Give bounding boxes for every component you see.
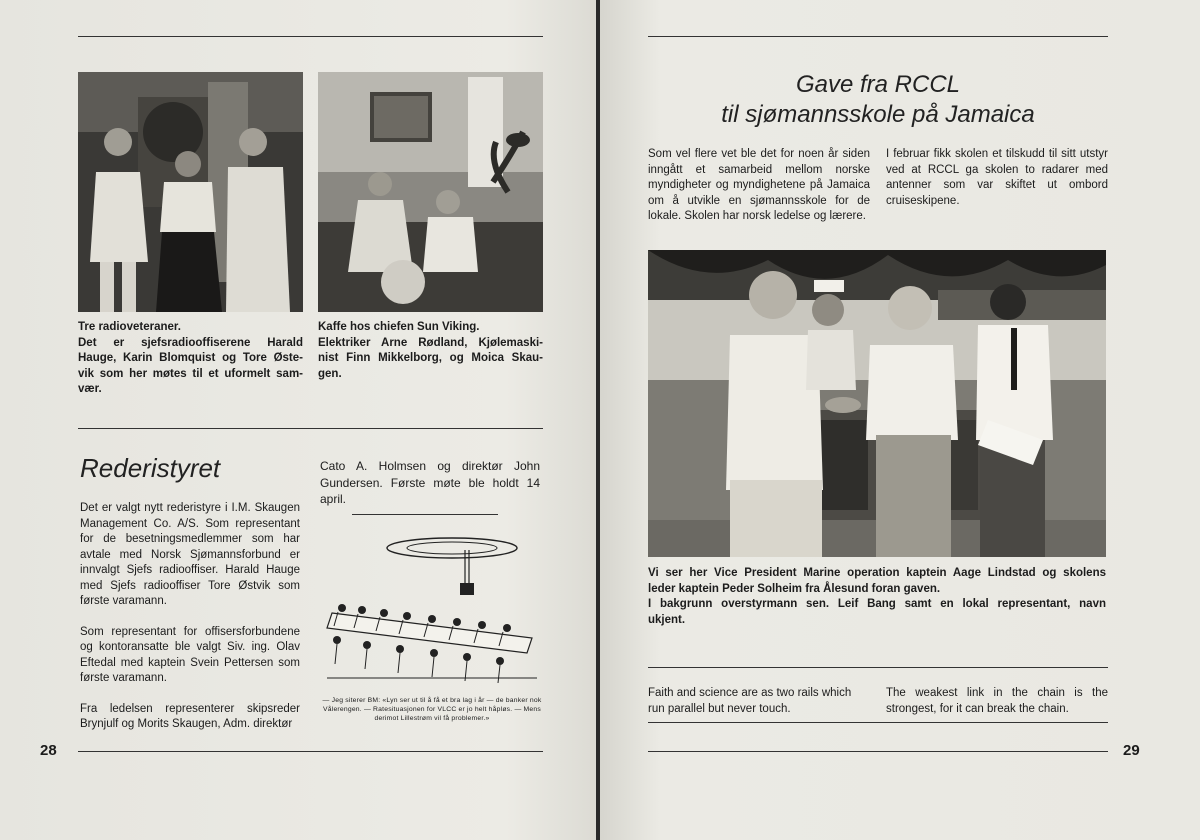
photo-coffee-sun-viking	[318, 72, 543, 312]
page-number: 29	[1123, 742, 1140, 759]
article-title-rederistyret: Rederistyret	[80, 453, 221, 483]
caption-line: vik som her møtes til et uformelt sam-	[78, 367, 303, 380]
quote-bottom-rule	[648, 722, 1108, 723]
section-rule	[78, 428, 543, 429]
article-column-1	[80, 501, 300, 748]
page-number: 28	[40, 742, 57, 759]
caption-line: Det er sjefsradiooffiserene Harald	[78, 336, 303, 349]
article-title	[648, 70, 1108, 130]
cartoon-boardroom	[322, 528, 542, 688]
quote-weakest-link: The weakest link in the chain is the strongest, for it can break the chain.	[886, 687, 1108, 715]
quote-faith-science: Faith and science are as two rails which run parallel but never touch.	[648, 687, 852, 715]
paragraph: Cato A. Holmsen og direktør John Gundersen. Første møte ble holdt 14 april.	[320, 459, 540, 506]
title-line-2: til sjømannsskole på Jamaica	[721, 101, 1035, 128]
article-column-1	[648, 147, 870, 240]
caption-line: ukjent.	[648, 613, 686, 626]
caption-line: vær.	[78, 383, 102, 395]
caption-line: I bakgrunn overstyrmann sen. Leif Bang samt en lokal representant, navn	[648, 598, 1106, 610]
caption-line: leder kaptein Peder Solheim fra Ålesund foran gaven.	[648, 582, 941, 595]
top-rule	[648, 36, 1108, 37]
caption-line: gen.	[318, 367, 342, 380]
caption-line: Tre radioveteraner.	[78, 321, 181, 333]
quote-top-rule	[648, 667, 1108, 668]
caption-line: Hauge, Karin Blomquist og Tore Øste-	[78, 352, 303, 364]
photo2-caption	[318, 320, 543, 382]
left-page	[0, 0, 596, 840]
caption-line: Vi ser her Vice President Marine operation kaptein Aage Lindstad og skolens	[648, 567, 1106, 579]
bottom-rule	[78, 751, 543, 752]
caption-line: Kaffe hos chiefen Sun Viking.	[318, 321, 480, 333]
caption-line: nist Finn Mikkelborg, og Moica Skau-	[318, 352, 543, 364]
photo-caption	[648, 566, 1106, 628]
short-rule	[352, 514, 498, 515]
top-rule	[78, 36, 543, 37]
paragraph: Som vel flere vet ble det for noen år siden inngått et samarbeid mellom norske myndigheter og myndighetene på Jamaica om å utvikle en sjømannsskole for de lokale. Skolen har norsk ledelse og lærere.	[648, 148, 870, 222]
caption-line: Elektriker Arne Rødland, Kjølemaski-	[318, 336, 543, 349]
bottom-rule	[648, 751, 1108, 752]
paragraph: Fra ledelsen representerer skipsreder Brynjulf og Morits Skaugen, Adm. direktør	[80, 702, 300, 730]
title-line-1: Gave fra RCCL	[795, 71, 961, 98]
paragraph: I februar fikk skolen et tilskudd til sitt utstyr ved at RCCL ga skolen to radarer med antenner som var skiftet ut ombord cruiseskipene.	[886, 148, 1108, 207]
photo-radar-gift	[648, 250, 1106, 557]
photo1-caption	[78, 320, 303, 398]
photo-radio-veterans	[78, 72, 303, 312]
paragraph: Som representant for offisersforbundene og kontoransatte ble valgt Siv. ing. Olav Eftedal med kaptein Svein Pettersen som første varamann.	[80, 625, 300, 684]
right-page	[600, 0, 1200, 840]
paragraph: Det er valgt nytt rederistyre i I.M. Skaugen Management Co. A/S. Som representant for de besetningsmedlemmer som har avtale med Norsk Sjømannsforbund er innvalgt Sjefs radiooffiser. Harald Hauge med Sjefs radiooffiser Tore Østvik som første varamann.	[80, 502, 300, 607]
article-column-2	[886, 147, 1108, 224]
cartoon-caption: — Jeg siterer BM: «Lyn ser ut til å få et bra lag i år — de banker nok Vålerengen. — Ratesituasjonen for VLCC er jo helt håpløs. — Mens derimot Lillestrøm vil få problemer.»	[322, 697, 542, 722]
article-column-2	[320, 458, 540, 523]
